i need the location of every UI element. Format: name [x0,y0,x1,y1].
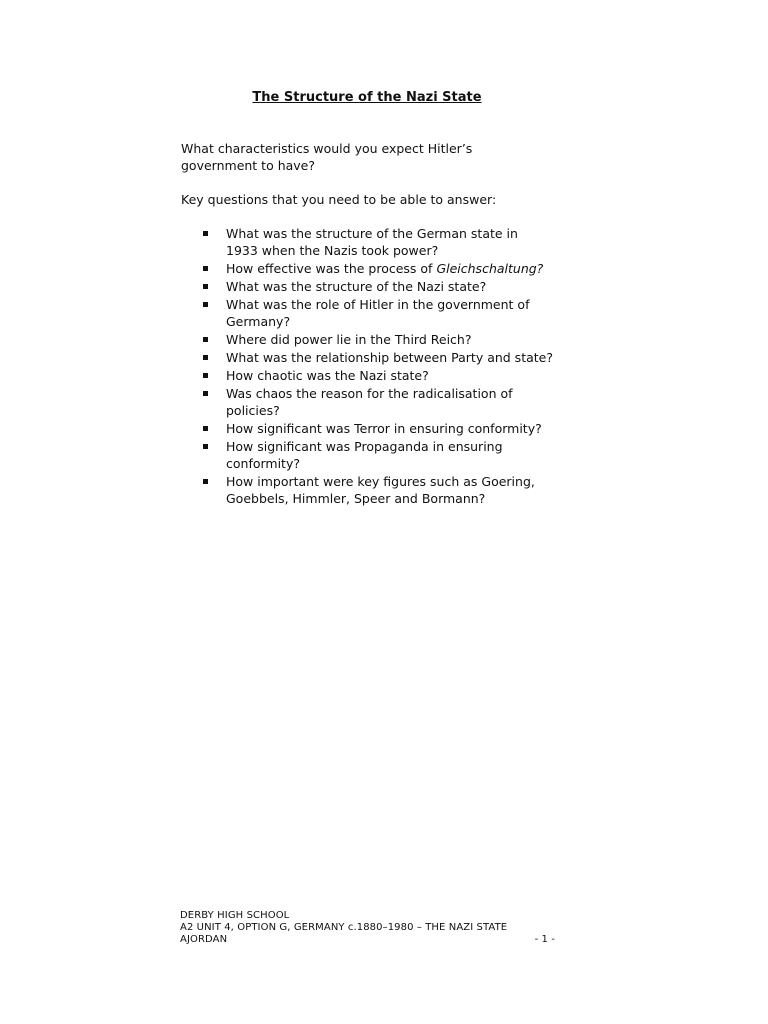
question-text: How important were key figures such as Goering, Goebbels, Himmler, Speer and Bormann? [226,474,535,506]
bullet-icon [203,302,208,307]
list-item [203,349,553,366]
key-questions-list [203,225,553,508]
footer-school: DERBY HIGH SCHOOL [180,910,290,921]
bullet-icon [203,266,208,271]
list-item [203,278,553,295]
list-item [203,473,553,507]
key-questions-heading: Key questions that you need to be able to answer: [181,192,497,207]
intro-question: What characteristics would you expect Hitler’s government to have? [181,141,473,173]
page-number: - 1 - [534,934,555,945]
question-text: How significant was Propaganda in ensuring conformity? [226,439,503,471]
bullet-icon [203,337,208,342]
bullet-icon [203,231,208,236]
list-item [203,260,553,277]
list-item [203,438,553,472]
bullet-icon [203,373,208,378]
footer-course: A2 UNIT 4, OPTION G, GERMANY c.1880–1980 – THE NAZI STATE [180,922,508,933]
question-text: Was chaos the reason for the radicalisation of policies? [226,386,513,418]
question-text: What was the role of Hitler in the government of Germany? [226,297,530,329]
page-title: The Structure of the Nazi State [252,90,482,105]
question-text: How significant was Terror in ensuring conformity? [226,421,542,436]
question-text: How chaotic was the Nazi state? [226,368,429,383]
list-item [203,420,553,437]
bullet-icon [203,426,208,431]
list-item [203,367,553,384]
bullet-icon [203,355,208,360]
question-text: What was the structure of the German state in 1933 when the Nazis took power? [226,226,518,258]
list-item [203,385,553,419]
list-item [203,225,553,259]
list-item [203,296,553,330]
question-italic-term: Gleichschaltung? [436,261,544,276]
bullet-icon [203,391,208,396]
footer-author: AJORDAN [180,934,228,945]
bullet-icon [203,444,208,449]
question-text: What was the relationship between Party and state? [226,350,553,365]
question-text: Where did power lie in the Third Reich? [226,332,472,347]
list-item [203,331,553,348]
footer-author-row [180,934,555,946]
bullet-icon [203,479,208,484]
bullet-icon [203,284,208,289]
question-text: How effective was the process of [226,261,437,276]
page-footer [180,910,555,946]
question-text: What was the structure of the Nazi state? [226,279,487,294]
